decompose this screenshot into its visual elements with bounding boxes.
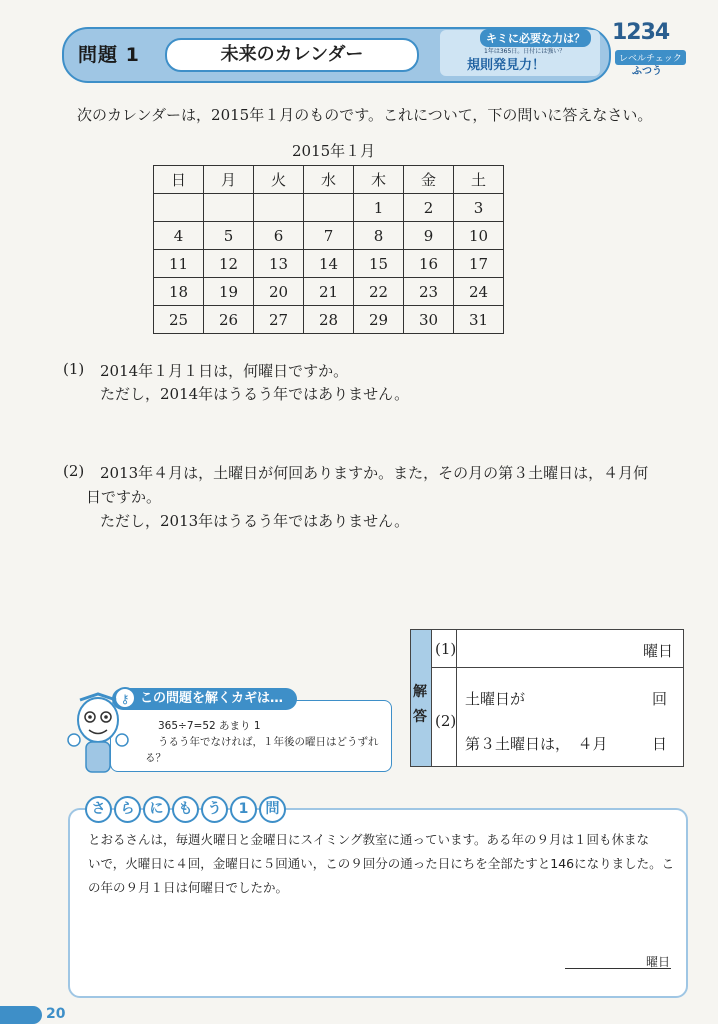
q1-number: (1) [63,360,85,378]
day-cell: 8 [354,222,404,250]
key-icon: ⚷ [114,687,136,709]
day-cell: 25 [154,306,204,334]
level-check-label: レベルチェック [615,50,686,65]
day-cell: 6 [254,222,304,250]
q1-line2: ただし，2014年はうるう年ではありません。 [100,385,410,403]
day-cell: 31 [454,306,504,334]
title-char: ら [114,796,141,823]
weekday-cell: 水 [304,166,354,194]
calendar-title: 2015年１月 [292,142,376,160]
day-cell: 7 [304,222,354,250]
calendar-week-row [154,194,504,222]
answer-1-field[interactable]: 曜日 [643,642,674,660]
extra-line-1: とおるさんは，毎週火曜日と金曜日にスイミング教室に通っています。ある年の９月は１回も休まな [88,832,650,847]
level-difficulty: ふつう [632,66,662,77]
day-cell: 5 [204,222,254,250]
day-cell: 17 [454,250,504,278]
q2-line2: 日ですか。 [86,488,162,506]
weekday-cell: 日 [154,166,204,194]
day-cell: 11 [154,250,204,278]
power-main: 規則発見力！ [467,58,546,73]
answer-side-char-2: 答 [413,709,427,725]
day-cell: 29 [354,306,404,334]
answer-side-char-1: 解 [413,684,427,700]
page-title: 未来のカレンダー [165,38,419,72]
day-cell: 15 [354,250,404,278]
problem-label: 問題 1 [78,44,140,66]
weekday-cell: 金 [404,166,454,194]
day-cell: 19 [204,278,254,306]
mascot-icon [62,690,134,782]
answer-2b-prefix: 第３土曜日は， ４月 [465,735,608,753]
answer-2a-field[interactable]: 回 [652,690,668,708]
day-cell [304,194,354,222]
title-char: う [201,796,228,823]
power-note: 1年は365日。日付には強い？ [484,48,566,55]
level-numbers: 1234 [612,20,670,45]
title-char: さ [85,796,112,823]
calendar-week-row [154,306,504,334]
day-cell [204,194,254,222]
day-cell: 2 [404,194,454,222]
title-char: 問 [259,796,286,823]
extra-line-2: いで，火曜日に４回，金曜日に５回通い，この９回分の通った日にちを全部たすと146になりました。こ [88,856,675,871]
hint-line-2: うるう年でなければ，１年後の曜日はどうずれ [158,736,379,748]
q2-line1: 2013年４月は，土曜日が何回ありますか。また，その月の第３土曜日は，４月何 [100,464,649,482]
extra-answer-unit: 曜日 [646,955,671,969]
answer-1-number: (1) [435,640,457,658]
day-cell: 24 [454,278,504,306]
weekday-cell: 月 [204,166,254,194]
day-cell: 21 [304,278,354,306]
day-cell [254,194,304,222]
day-cell: 1 [354,194,404,222]
day-cell [154,194,204,222]
day-cell: 4 [154,222,204,250]
hint-heading: この問題を解くカギは… [112,688,297,710]
day-cell: 20 [254,278,304,306]
power-question: キミに必要な力は？ [480,29,591,47]
hint-line-1: 365÷7=52 あまり 1 [158,720,261,732]
calendar-week-row [154,250,504,278]
day-cell: 26 [204,306,254,334]
extra-line-3: の年の９月１日は何曜日でしたか。 [88,880,289,895]
day-cell: 28 [304,306,354,334]
calendar-week-row [154,278,504,306]
title-char: に [143,796,170,823]
day-cell: 13 [254,250,304,278]
calendar-week-row [154,222,504,250]
q2-number: (2) [63,462,85,480]
day-cell: 16 [404,250,454,278]
weekday-cell: 火 [254,166,304,194]
title-char: も [172,796,199,823]
intro-text: 次のカレンダーは，2015年１月のものです。これについて，下の問いに答えなさい。 [77,106,653,124]
answer-divider [432,667,683,668]
day-cell: 30 [404,306,454,334]
day-cell: 10 [454,222,504,250]
extra-problem-title [85,796,286,823]
hint-line-3: る？ [145,752,166,764]
answer-2a-prefix: 土曜日が [465,690,526,708]
weekday-cell: 木 [354,166,404,194]
day-cell: 23 [404,278,454,306]
day-cell: 3 [454,194,504,222]
day-cell: 9 [404,222,454,250]
calendar-header-row [154,166,504,194]
title-char: 1 [230,796,257,823]
day-cell: 14 [304,250,354,278]
day-cell: 22 [354,278,404,306]
weekday-cell: 土 [454,166,504,194]
page-tab [0,1006,42,1024]
page-number: 20 [46,1006,66,1022]
day-cell: 18 [154,278,204,306]
calendar-table [153,165,504,334]
answer-2-number: (2) [435,712,457,730]
q1-line1: 2014年１月１日は，何曜日ですか。 [100,362,349,380]
answer-2b-field[interactable]: 日 [652,735,668,753]
day-cell: 27 [254,306,304,334]
day-cell: 12 [204,250,254,278]
q2-line3: ただし，2013年はうるう年ではありません。 [100,512,410,530]
